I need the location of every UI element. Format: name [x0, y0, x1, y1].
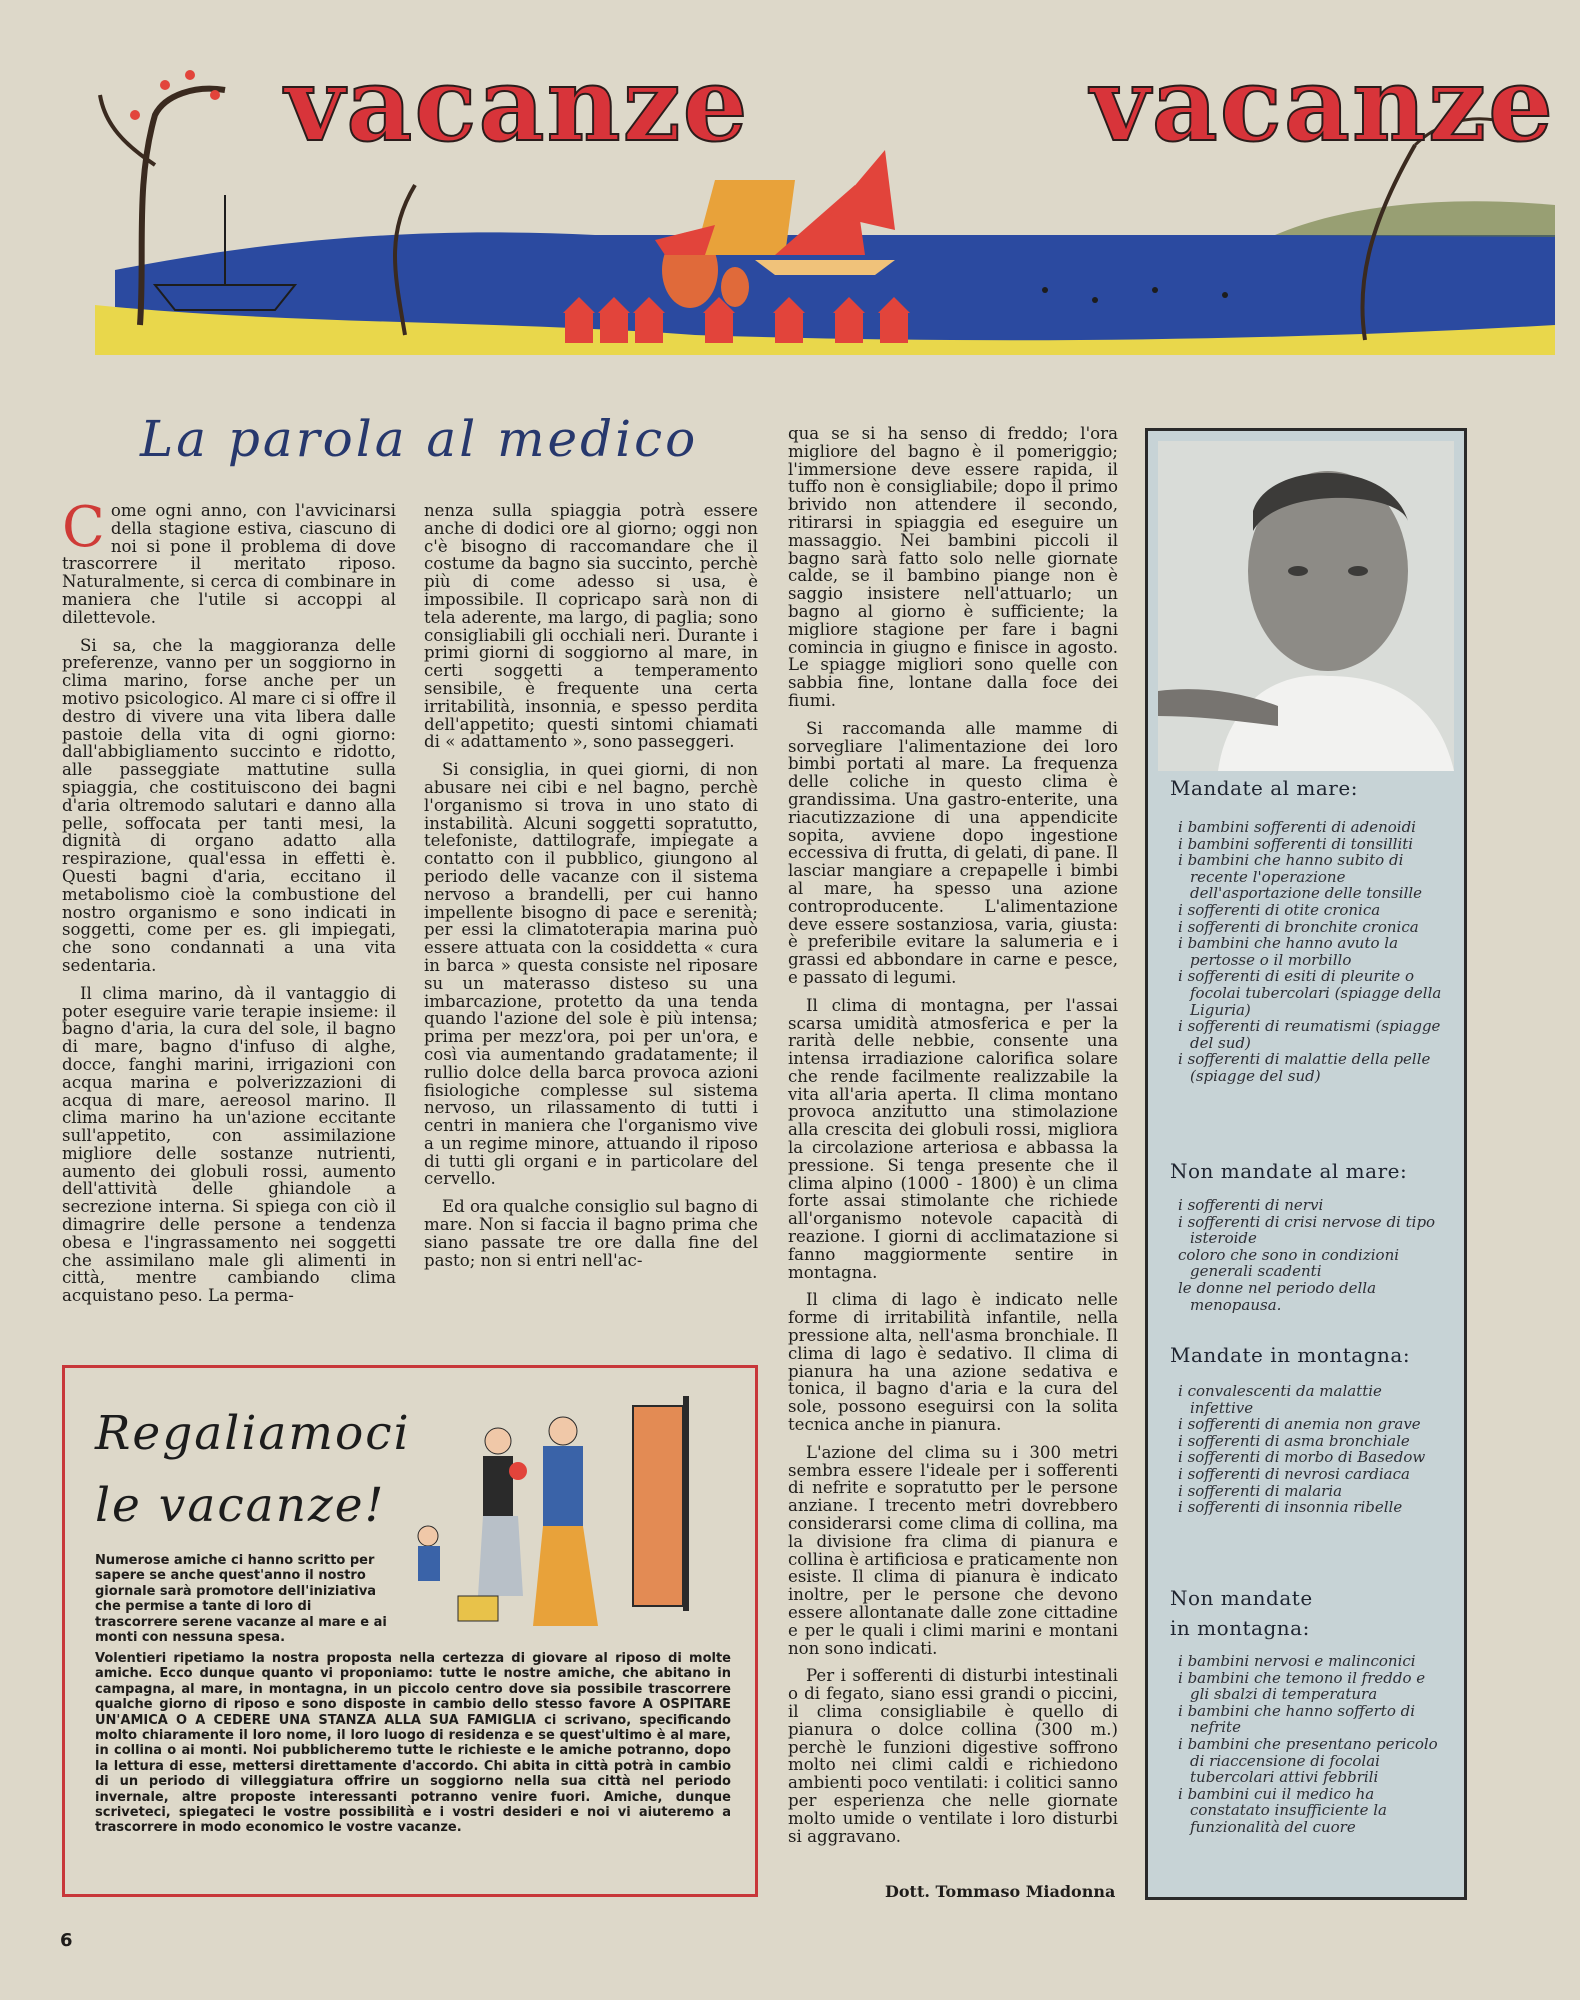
article-paragraph: Si consiglia, in quei giorni, di non abusare nei cibi e nel bagno, perchè l'organismo si trova in uno stato di instabilità. Alcuni soggetti sopratutto, telefoniste, dattilografe, impiegate a contatto con il pubblico, giungono al periodo delle vacanze con il sistema nervoso a brandelli, per cui hanno impellente bisogno di pace e serenità; per essi la climatoterapia marina può essere attuata con la cosiddetta « cura in barca » questa consiste nel riposare su un materasso disteso su una imbarcazione, protetto da una tenda quando l'azione del sole è più intensa; prima per mezz'ora, poi per un'ora, e così via aumentando gradatamente; il rullio dolce della barca provoca azioni fisiologiche complesse sul sistema nervoso, un rilassamento di tutti i centri in maniera che l'organismo vive a un regime minore, attuando il riposo di tutti gli organi e in particolare del cervello. — [424, 760, 758, 1189]
list-item: i bambini sofferenti di tonsilliti — [1178, 834, 1414, 853]
article-paragraph: Si raccomanda alle mamme di sorvegliare l'alimentazione dei loro bimbi portati al mare. La frequenza delle coliche in questo clima è grandissima. Una gastro-enterite, una riacutizzazione di una appendicite sopita, avviene dopo ingestione eccessiva di frutta, di gelati, di pane. Il lasciar mangiare a crepapelle i bimbi al mare, ha spesso una azione controproducente. L'alimentazione deve essere sostanziosa, varia, giusta: è preferibile evitare la salumeria e i grassi ed abbondare in carne e pesce, e passato di legumi. — [788, 718, 1118, 987]
list-item: i bambini che temono il freddo e gli sbalzi di temperatura — [1178, 1668, 1426, 1704]
sidebar-list — [1168, 819, 1448, 1085]
list-item: i sofferenti di nervi — [1178, 1196, 1324, 1214]
gift-intro: Numerose amiche ci hanno scritto per sapere se anche quest'anno il nostro giornale sarà promotore dell'iniziativa che permise a tante di loro di trascorrere serene vacanze al mare e ai monti con nessuna spesa. — [95, 1553, 387, 1646]
gift-body: Volentieri ripetiamo la nostra proposta nella certezza di giovare al riposo di molte amiche. Ecco dunque quanto vi proponiamo: tutte le nostre amiche, che abitano in campagna, al mare, in montagna, in un piccolo centro dove sia possibile trascorrere qualche giorno di riposo e sono disposte in cambio dello stesso favore A OSPITARE UN'AMICA O A CEDERE UNA STANZA ALLA SUA FAMIGLIA ci scrivano, specificando molto chiaramente il loro nome, il loro luogo di residenza e se quest'ultimo è al mare, in collina o ai monti. Noi pubblicheremo tutte le richieste e le amiche potranno, dopo la lettura di esse, mettersi direttamente d'accordo. Chi abita in città potrà in cambio di un periodo di villeggiatura offrire un soggiorno nella sua città nel periodo invernale, altre proposte interessanti potranno venire fuori. Amiche, dunque scriveteci, spiegateci le vostre possibilità e i vostri desideri e noi vi aiuteremo a trascorrere in modo economico le vostre vacanze. — [95, 1651, 731, 1836]
sidebar-list — [1168, 1383, 1448, 1516]
gift-vacation-box — [62, 1365, 758, 1897]
sidebar-heading — [1170, 1583, 1313, 1643]
doctor-photo — [1158, 441, 1454, 771]
list-item: i sofferenti di crisi nervose di tipo isteroide — [1178, 1212, 1436, 1248]
article-paragraph: Il clima marino, dà il vantaggio di poter eseguire varie terapie insieme: il bagno d'aria, la cura del sole, il bagno di mare, bagno d'infuso di alghe, docce, fanghi marini, irrigazioni con acqua marina e polverizzazioni di acqua di mare, aereosol marino. Il clima marino ha un'azione eccitante sull'appetito, con assimilazione migliore delle sostanze nutrienti, aumento dei globuli rossi, aumento dell'attività delle ghiandole a secrezione interna. Si spiega con ciò il dimagrire delle persone a tendenza obesa e l'ingrassamento nei soggetti che assimilano male gli alimenti in città, mentre cambiando clima acquistano peso. La perma- — [62, 983, 396, 1306]
list-item: i sofferenti di asma bronchiale — [1178, 1431, 1410, 1450]
sidebar-heading: Non mandate al mare: — [1170, 1159, 1408, 1183]
list-item: i bambini che hanno avuto la pertosse o il morbillo — [1178, 934, 1399, 969]
article-paragraph: qua se si ha senso di freddo; l'ora migliore del bagno è il pomeriggio; l'immersione deve essere rapida, il tuffo non è consigliabile; dopo il primo brivido non attendere il secondo, ritirarsi in spiaggia ed eseguire un massaggio. Nei bambini piccoli il bagno sarà fatto solo nelle giornate calde, se il bambino piange non è saggio insistere nell'attuarlo; un bagno al giorno è sufficiente; la migliore stagione per fare i bagni comincia in giugno e finisce in agosto. Le spiagge migliori sono quelle con sabbia fine, lontane dalla foce dei fiumi. — [788, 424, 1118, 710]
banner — [95, 45, 1555, 355]
paragraph-text: ome ogni anno, con l'avvicinarsi della stagione estiva, ciascuno di noi si pone il problema di dove trascorrere il meritato riposo. Naturalmente, si cerca di combinare in maniera che l'utile si accoppi al dilettevole. — [62, 501, 396, 627]
list-item: i bambini sofferenti di adenoidi — [1178, 818, 1416, 836]
list-item: i bambini nervosi e malinconici — [1178, 1652, 1416, 1670]
article-paragraph: Si sa, che la maggioranza delle preferenze, vanno per un soggiorno in clima marino, forse anche per un motivo psicologico. Al mare ci si offre il destro di vivere una vita libera dalle pastoie della vita di ogni giorno: dall'abbigliamento succinto e ridotto, alle passeggiate mattutine sulla spiaggia, che costituiscono dei bagni d'aria oltremodo salutari e danno alla pelle, soffocata per tanti mesi, la dignità di organo adatto alla respirazione, qual'essa in effetti è. Questi bagni d'aria, eccitano il metabolismo cioè la combustione del nostro organismo e sono indicati in soggetti, come per es. gli impiegati, che sono condannati a una vita sedentaria. — [62, 635, 396, 975]
banner-word-1: vacanze — [285, 45, 750, 165]
list-item: i bambini che hanno sofferto di nefrite — [1178, 1701, 1416, 1737]
article-paragraph — [62, 495, 396, 627]
gift-title — [95, 1398, 411, 1542]
family-illustration — [403, 1386, 723, 1656]
article-paragraph: nenza sulla spiaggia potrà essere anche di dodici ore al giorno; oggi non c'è bisogno di raccomandare che il costume da bagno sia succinto, perchè più di come adesso si usa, è impossibile. Il copricapo sarà non di tela aderente, ma largo, di paglia; sono consigliabili gli occhiali neri. Durante i primi giorni di soggiorno al mare, in certi soggetti a temperamento sensibile, è frequente una certa irritabilità, insonnia, e spesso perdita dell'appetito; questi sintomi chiamati di « adattamento », sono passeggeri. — [424, 501, 758, 752]
list-item: i sofferenti di anemia non grave — [1178, 1415, 1421, 1434]
list-item: i bambini cui il medico ha constatato insufficiente la funzionalità del cuore — [1178, 1784, 1387, 1836]
article-column-3 — [788, 425, 1118, 1855]
list-item: i sofferenti di esiti di pleurite o focolai tubercolari (spiagge della Liguria) — [1178, 967, 1442, 1019]
article-paragraph: Ed ora qualche consiglio sul bagno di mare. Non si faccia il bagno prima che siano passate tre ore dalla fine del pasto; non si entri nell'ac- — [424, 1197, 758, 1270]
article-paragraph: L'azione del clima su i 300 metri sembra essere l'ideale per i sofferenti di nefrite e sopratutto per le persone anziane. I trecento metri dovrebbero considerarsi come clima di collina, ma la divisione fra clima di pianura e collina è artificiosa e praticamente non esiste. Il clima di pianura è indicato inoltre, per le persone che devono essere allontanate dalle zone cittadine e per le quali i climi marini e montani non sono indicati. — [788, 1442, 1118, 1658]
title-line: le vacanze! — [95, 1478, 386, 1533]
list-item: i sofferenti di malattie della pelle (spiagge del sud) — [1178, 1050, 1431, 1085]
title-line: Regaliamoci — [95, 1406, 411, 1461]
heading-line: in montagna: — [1170, 1616, 1310, 1640]
list-item: i sofferenti di reumatismi (spiagge del sud) — [1178, 1017, 1441, 1052]
list-item: i sofferenti di otite cronica — [1178, 900, 1381, 919]
page-number: 6 — [60, 1930, 73, 1951]
drop-cap: C — [62, 495, 105, 560]
list-item: i sofferenti di morbo di Basedow — [1178, 1448, 1426, 1467]
heading-line: Non mandate — [1170, 1586, 1313, 1610]
article-paragraph: Il clima di lago è indicato nelle forme di irritabilità infantile, nella pressione alta, nell'asma bronchiale. Il clima di lago è sedativo. Il clima di pianura ha una azione sedativa e tonica, il bagno d'aria e la cura del sole, possono eseguirsi con la solita tecnica anche in pianura. — [788, 1290, 1118, 1435]
list-item: i sofferenti di malaria — [1178, 1481, 1343, 1500]
list-item: i convalescenti da malattie infettive — [1178, 1382, 1382, 1417]
list-item: i sofferenti di nevrosi cardiaca — [1178, 1464, 1410, 1483]
article-column-2 — [424, 502, 758, 1279]
author-signature: Dott. Tommaso Miadonna — [885, 1882, 1116, 1901]
list-item: i bambini che hanno subito di recente l'operazione dell'asportazione delle tonsille — [1178, 851, 1423, 903]
sidebar-heading: Mandate in montagna: — [1170, 1343, 1411, 1367]
list-item: i bambini che presentano pericolo di riaccensione di focolai tubercolari attivi febbrili — [1178, 1734, 1438, 1787]
article-paragraph: Il clima di montagna, per l'assai scarsa umidità atmosferica e per la rarità delle nebbie, consente una intensa irradiazione calorifica solare che rende facilmente realizzabile la vita all'aria aperta. Il clima montano provoca anzitutto una stimolazione alla crescita dei globuli rossi, migliora la circolazione arteriosa e abbassa la pressione. Si tenga presente che il clima alpino (1000 - 1800) è un clima forte assai stimolante che richiede all'organismo notevole capacità di reazione. I giorni di acclimatazione si fanno maggiormente sentire in montagna. — [788, 995, 1118, 1282]
list-item: i sofferenti di insonnia ribelle — [1178, 1498, 1403, 1517]
banner-word-2: vacanze — [1090, 45, 1555, 165]
advice-sidebar — [1145, 428, 1467, 1900]
list-item: le donne nel periodo della menopausa. — [1178, 1278, 1377, 1314]
sidebar-list — [1168, 1653, 1448, 1836]
article-column-1 — [62, 495, 396, 1315]
list-item: i sofferenti di bronchite cronica — [1178, 917, 1419, 936]
banner-title — [285, 45, 1555, 165]
article-title: La parola al medico — [140, 410, 699, 468]
sidebar-heading: Mandate al mare: — [1170, 776, 1358, 800]
article-paragraph: Per i sofferenti di disturbi intestinali o di fegato, siano essi grandi o piccini, il clima consigliabile è quello di pianura o dolce collina (300 m.) perchè le funzioni digestive soffrono molto nei climi caldi e richiedono ambienti poco ventilati: i colitici sanno per esperienza che nelle giornate molto umide o ventilate i loro disturbi si aggravano. — [788, 1666, 1118, 1846]
list-item: coloro che sono in condizioni generali scadenti — [1178, 1245, 1400, 1281]
sidebar-list — [1168, 1197, 1448, 1313]
